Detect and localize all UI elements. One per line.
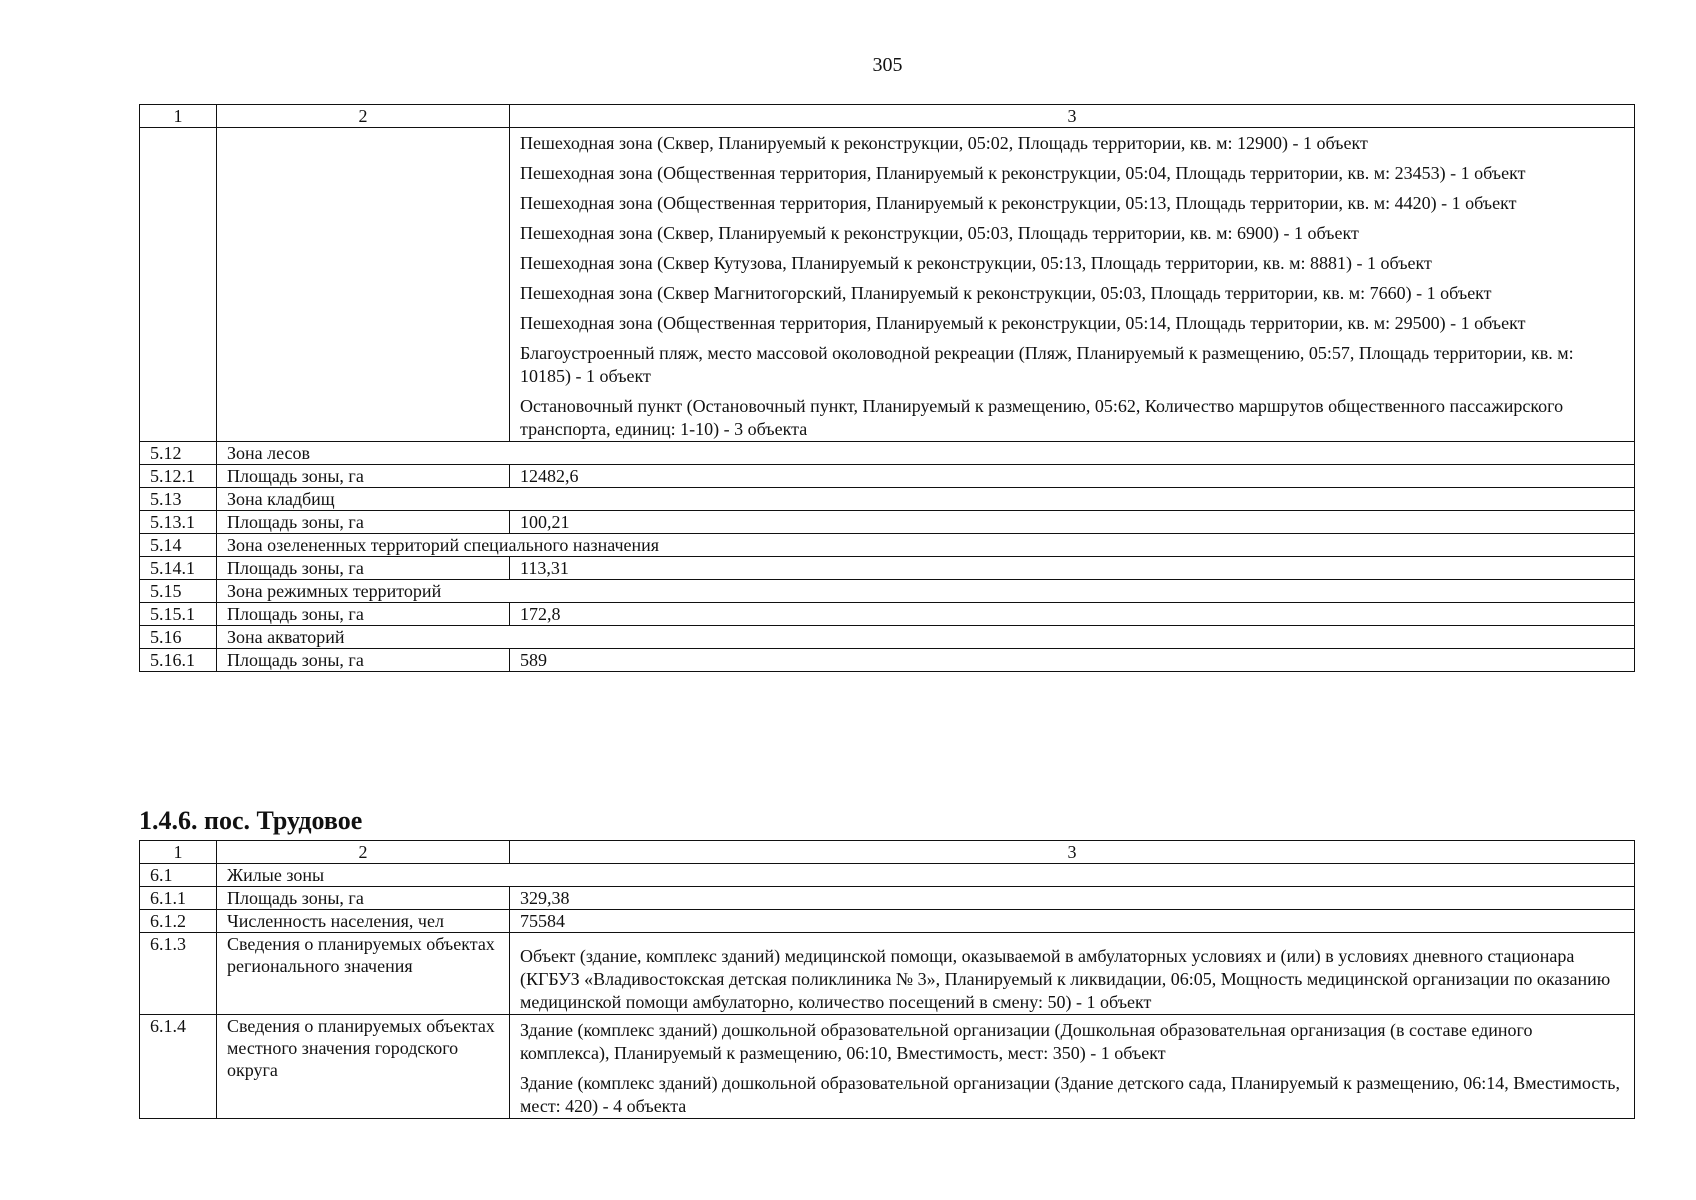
table-row bbox=[140, 511, 1635, 534]
row-number: 6.1 bbox=[140, 864, 217, 887]
table-row bbox=[140, 864, 1635, 887]
row-number: 6.1.1 bbox=[140, 887, 217, 910]
row-value: 113,31 bbox=[510, 557, 1635, 580]
row-value: 172,8 bbox=[510, 603, 1635, 626]
row-number bbox=[140, 128, 217, 442]
planned-object-entry: Остановочный пункт (Остановочный пункт, Планируемый к размещению, 05:62, Количество маршрутов общественного пассажирского транспорта, единиц: 1-10) - 3 объекта bbox=[520, 396, 1564, 439]
table-row bbox=[140, 128, 1635, 442]
row-number: 5.15.1 bbox=[140, 603, 217, 626]
row-label: Площадь зоны, га bbox=[217, 511, 510, 534]
row-number: 5.14 bbox=[140, 534, 217, 557]
row-label: Площадь зоны, га bbox=[217, 887, 510, 910]
row-label: Площадь зоны, га bbox=[217, 465, 510, 488]
table-row bbox=[140, 465, 1635, 488]
table-header-row bbox=[140, 841, 1635, 864]
row-label: Зона озелененных территорий специального назначения bbox=[217, 534, 1635, 557]
planned-object-entry: Пешеходная зона (Общественная территория, Планируемый к реконструкции, 05:04, Площадь территории, кв. м: 23453) - 1 объект bbox=[520, 163, 1526, 183]
table-row bbox=[140, 626, 1635, 649]
table-row bbox=[140, 557, 1635, 580]
row-value: 75584 bbox=[510, 910, 1635, 933]
row-number: 5.16.1 bbox=[140, 649, 217, 672]
planned-object-entry: Благоустроенный пляж, место массовой околоводной рекреации (Пляж, Планируемый к размещению, 05:57, Площадь территории, кв. м: 10185) - 1 объект bbox=[520, 343, 1574, 386]
table-header-row bbox=[140, 105, 1635, 128]
row-number: 5.12.1 bbox=[140, 465, 217, 488]
table-row bbox=[140, 488, 1635, 511]
table-row bbox=[140, 649, 1635, 672]
row-value: 329,38 bbox=[510, 887, 1635, 910]
column-header: 3 bbox=[510, 105, 1635, 128]
planned-object-entry: Пешеходная зона (Общественная территория, Планируемый к реконструкции, 05:13, Площадь территории, кв. м: 4420) - 1 объект bbox=[520, 193, 1517, 213]
row-label: Зона режимных территорий bbox=[217, 580, 1635, 603]
row-label: Зона акваторий bbox=[217, 626, 1635, 649]
row-number: 5.12 bbox=[140, 442, 217, 465]
row-number: 5.15 bbox=[140, 580, 217, 603]
row-number: 6.1.3 bbox=[140, 933, 217, 1015]
row-number: 5.13 bbox=[140, 488, 217, 511]
table-row bbox=[140, 1015, 1635, 1119]
table-row bbox=[140, 933, 1635, 1015]
row-value: 589 bbox=[510, 649, 1635, 672]
table-row bbox=[140, 910, 1635, 933]
planned-object-entry: Пешеходная зона (Общественная территория, Планируемый к реконструкции, 05:14, Площадь территории, кв. м: 29500) - 1 объект bbox=[520, 313, 1526, 333]
section-heading: 1.4.6. пос. Трудовое bbox=[139, 806, 363, 835]
row-number: 5.13.1 bbox=[140, 511, 217, 534]
row-number: 5.16 bbox=[140, 626, 217, 649]
row-number: 5.14.1 bbox=[140, 557, 217, 580]
row-label: Сведения о планируемых объектах регионального значения bbox=[217, 933, 510, 1015]
column-header: 3 bbox=[510, 841, 1635, 864]
row-value: 12482,6 bbox=[510, 465, 1635, 488]
column-header: 2 bbox=[217, 841, 510, 864]
row-value: 100,21 bbox=[510, 511, 1635, 534]
row-label: Сведения о планируемых объектах местного значения городского округа bbox=[217, 1015, 510, 1119]
row-number: 6.1.2 bbox=[140, 910, 217, 933]
planned-object-entry: Здание (комплекс зданий) дошкольной образовательной организации (Дошкольная образовательная организация (в составе единого комплекса), Планируемый к размещению, 06:10, Вместимость, мест: 350) - 1 объект bbox=[520, 1020, 1533, 1063]
planned-object-entry: Пешеходная зона (Сквер Магнитогорский, Планируемый к реконструкции, 05:03, Площадь территории, кв. м: 7660) - 1 объект bbox=[520, 283, 1492, 303]
trudovoe-zones-table bbox=[139, 840, 1635, 1119]
row-label: Площадь зоны, га bbox=[217, 649, 510, 672]
row-label: Площадь зоны, га bbox=[217, 557, 510, 580]
planned-objects-cell bbox=[510, 933, 1635, 1015]
row-label: Зона кладбищ bbox=[217, 488, 1635, 511]
row-label: Жилые зоны bbox=[217, 864, 1635, 887]
table-row bbox=[140, 887, 1635, 910]
table-row bbox=[140, 534, 1635, 557]
row-label: Площадь зоны, га bbox=[217, 603, 510, 626]
planned-object-entry: Здание (комплекс зданий) дошкольной образовательной организации (Здание детского сада, Планируемый к размещению, 06:14, Вместимость, мест: 420) - 4 объекта bbox=[520, 1073, 1620, 1116]
planned-object-entry: Пешеходная зона (Сквер, Планируемый к реконструкции, 05:03, Площадь территории, кв. м: 6900) - 1 объект bbox=[520, 223, 1359, 243]
page-number: 305 bbox=[872, 54, 903, 76]
row-number: 6.1.4 bbox=[140, 1015, 217, 1119]
row-label: Численность населения, чел bbox=[217, 910, 510, 933]
planned-objects-cell bbox=[510, 1015, 1635, 1119]
table-row bbox=[140, 442, 1635, 465]
planned-object-entry: Объект (здание, комплекс зданий) медицинской помощи, оказываемой в амбулаторных условиях и (или) в условиях дневного стационара (КГБУЗ «Владивостокская детская поликлиника № 3», Планируемый к ликвидации, 06:05, Мощность медицинской организации по оказанию медицинской помощи амбулаторно, количество посещений в смену: 50) - 1 объект bbox=[520, 946, 1611, 1012]
row-label bbox=[217, 128, 510, 442]
table-row bbox=[140, 580, 1635, 603]
zones-table-continued bbox=[139, 104, 1635, 672]
column-header: 1 bbox=[140, 105, 217, 128]
planned-object-entry: Пешеходная зона (Сквер, Планируемый к реконструкции, 05:02, Площадь территории, кв. м: 12900) - 1 объект bbox=[520, 133, 1368, 153]
row-label: Зона лесов bbox=[217, 442, 1635, 465]
column-header: 2 bbox=[217, 105, 510, 128]
column-header: 1 bbox=[140, 841, 217, 864]
planned-object-entry: Пешеходная зона (Сквер Кутузова, Планируемый к реконструкции, 05:13, Площадь территории, кв. м: 8881) - 1 объект bbox=[520, 253, 1432, 273]
planned-objects-cell bbox=[510, 128, 1635, 442]
table-row bbox=[140, 603, 1635, 626]
